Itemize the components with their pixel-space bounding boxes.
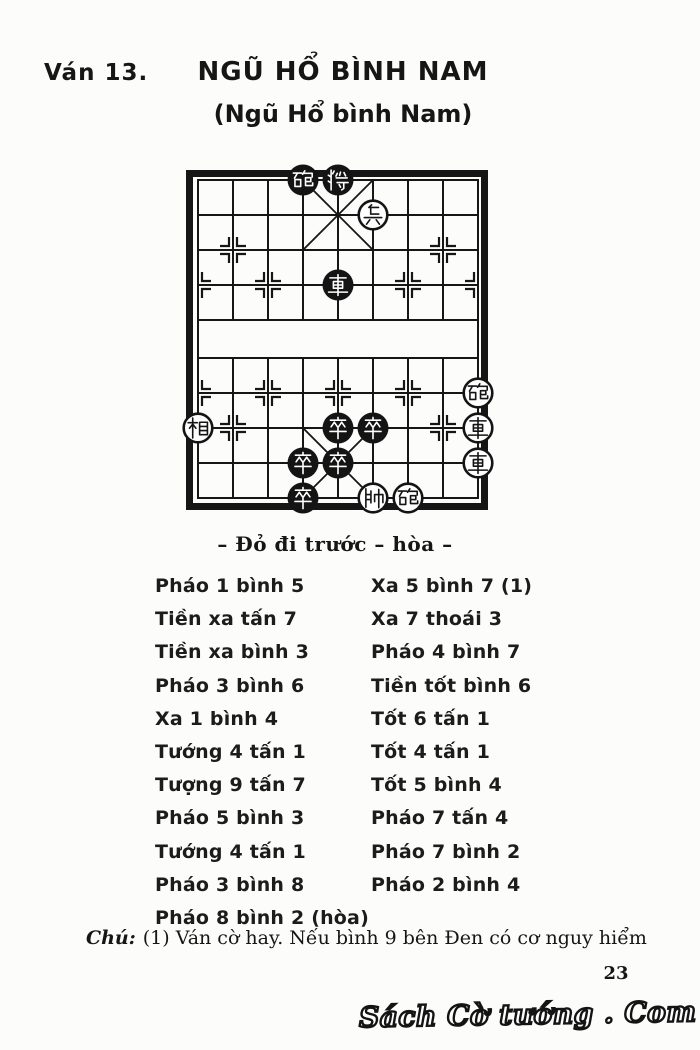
page-number: 23 xyxy=(603,963,629,984)
move-text: Pháo 2 bình 4 xyxy=(371,873,521,896)
moves-right-column xyxy=(371,570,532,902)
note-text: (1) Ván cờ hay. Nếu bình 9 bên Đen có cơ nguy hiểm xyxy=(142,927,647,949)
move-text: Pháo 8 bình 2 (hòa) xyxy=(155,906,369,929)
move-text: Xa 1 bình 4 xyxy=(155,707,279,730)
piece-black-chariot xyxy=(323,270,354,301)
piece-red-cannon xyxy=(464,379,493,408)
move-text: Pháo 3 bình 6 xyxy=(155,674,305,697)
piece-black-general xyxy=(323,165,354,196)
piece-black-soldier xyxy=(323,413,354,444)
move-text: Xa 7 thoái 3 xyxy=(371,608,503,631)
piece-red-general xyxy=(359,484,388,513)
piece-black-soldier xyxy=(288,483,319,514)
move-text: Pháo 4 bình 7 xyxy=(371,641,521,664)
move-text: Pháo 7 tấn 4 xyxy=(371,807,509,830)
move-text: Tiền xa tấn 7 xyxy=(155,608,298,631)
game-label: Ván 13. xyxy=(44,60,149,86)
piece-black-cannon xyxy=(288,165,319,196)
move-text: Pháo 1 bình 5 xyxy=(155,575,305,597)
move-text: Tướng 4 tấn 1 xyxy=(155,740,306,763)
piece-black-soldier xyxy=(288,448,319,479)
footnote xyxy=(86,927,646,949)
result-caption: – Đỏ đi trước – hòa – xyxy=(217,532,453,556)
piece-black-soldier xyxy=(323,448,354,479)
move-text: Pháo 3 bình 8 xyxy=(155,873,305,896)
xiangqi-board xyxy=(170,155,500,527)
watermark-logo: Sách Cờ tướng . Com xyxy=(358,995,697,1034)
moves-left-column xyxy=(155,570,369,935)
page-title: NGŨ HỔ BÌNH NAM xyxy=(197,57,489,87)
note-label: Chú: xyxy=(86,927,136,949)
move-text: Tốt 6 tấn 1 xyxy=(371,707,491,730)
piece-red-soldier xyxy=(359,201,388,230)
piece-red-chariot xyxy=(464,414,493,443)
move-text: Xa 5 bình 7 (1) xyxy=(371,575,533,597)
move-text: Tiền xa bình 3 xyxy=(155,641,309,664)
piece-red-cannon xyxy=(394,484,423,513)
move-text: Tốt 5 bình 4 xyxy=(371,774,502,797)
piece-red-elephant xyxy=(184,414,213,443)
move-text: Pháo 7 bình 2 xyxy=(371,840,521,863)
move-text: Tiền tốt bình 6 xyxy=(371,674,532,697)
board-svg xyxy=(170,155,500,527)
piece-red-chariot xyxy=(464,449,493,478)
move-text: Pháo 5 bình 3 xyxy=(155,807,305,830)
move-text: Tướng 4 tấn 1 xyxy=(155,840,306,863)
piece-black-soldier xyxy=(358,413,389,444)
move-text: Tượng 9 tấn 7 xyxy=(155,774,306,797)
page-subtitle: (Ngũ Hổ bình Nam) xyxy=(213,100,473,128)
move-text: Tốt 4 tấn 1 xyxy=(371,740,491,763)
